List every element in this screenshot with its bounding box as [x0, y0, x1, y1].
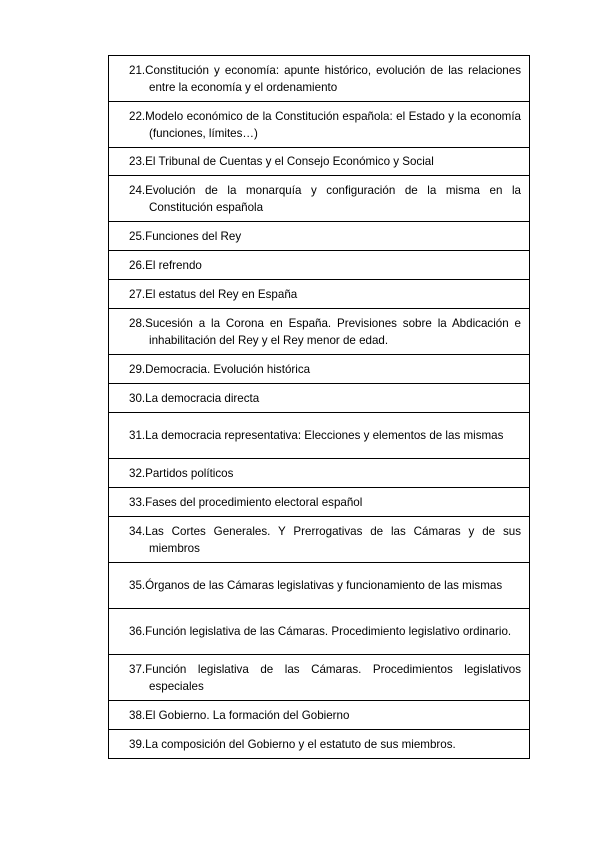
table-row	[109, 730, 530, 759]
table-row	[109, 309, 530, 355]
topic-cell	[109, 459, 530, 488]
topic-number: 32.	[129, 466, 146, 480]
topic-title: El refrendo	[145, 258, 202, 272]
topic-item	[129, 577, 521, 594]
topic-item	[129, 286, 521, 303]
topic-item	[129, 390, 521, 407]
topic-number: 24.	[129, 183, 146, 197]
table-row	[109, 701, 530, 730]
topic-cell	[109, 176, 530, 222]
topic-title: Funciones del Rey	[145, 229, 242, 243]
topics-table-body	[109, 56, 530, 759]
topic-number: 21.	[129, 63, 146, 77]
topic-cell	[109, 355, 530, 384]
topic-title: Fases del procedimiento electoral español	[145, 495, 363, 509]
topic-cell	[109, 609, 530, 655]
table-row	[109, 517, 530, 563]
topic-cell	[109, 309, 530, 355]
topic-item	[129, 62, 521, 96]
topic-cell	[109, 563, 530, 609]
topic-number: 31.	[129, 429, 146, 442]
table-row	[109, 413, 530, 459]
topic-cell	[109, 730, 530, 759]
table-row	[109, 102, 530, 148]
topic-item	[129, 523, 521, 557]
topic-item	[129, 108, 521, 142]
topic-number: 28.	[129, 316, 146, 330]
topic-cell	[109, 148, 530, 176]
topic-title: Modelo económico de la Constitución española: el Estado y la economía (funciones, límites…)	[145, 109, 521, 140]
topic-item	[129, 494, 521, 511]
topic-title: Órganos de las Cámaras legislativas y funcionamiento de las mismas	[145, 579, 503, 592]
topic-item	[129, 182, 521, 216]
topic-cell	[109, 56, 530, 102]
topic-title: Democracia. Evolución histórica	[145, 362, 311, 376]
topic-number: 39.	[129, 737, 146, 751]
topic-cell	[109, 701, 530, 730]
topic-item	[129, 427, 521, 444]
topic-title: El estatus del Rey en España	[145, 287, 298, 301]
topic-number: 35.	[129, 579, 146, 592]
topic-item	[129, 361, 521, 378]
topic-title: La composición del Gobierno y el estatuto de sus miembros.	[145, 737, 456, 751]
topic-item	[129, 465, 521, 482]
topic-cell	[109, 517, 530, 563]
topic-item	[129, 257, 521, 274]
topic-number: 33.	[129, 495, 146, 509]
topic-number: 25.	[129, 229, 146, 243]
topic-number: 29.	[129, 362, 146, 376]
topic-title: Evolución de la monarquía y configuración de la misma en la Constitución española	[145, 183, 521, 214]
topic-title: El Tribunal de Cuentas y el Consejo Económico y Social	[145, 155, 434, 168]
topic-number: 22.	[129, 109, 146, 123]
topics-table	[108, 55, 530, 759]
topic-cell	[109, 222, 530, 251]
table-row	[109, 563, 530, 609]
topic-item	[129, 228, 521, 245]
topic-title: La democracia directa	[145, 391, 260, 405]
topic-cell	[109, 488, 530, 517]
topic-item	[129, 153, 521, 170]
topic-number: 26.	[129, 258, 146, 272]
table-row	[109, 280, 530, 309]
topic-number: 23.	[129, 155, 146, 168]
topic-number: 38.	[129, 708, 146, 722]
topic-item	[129, 315, 521, 349]
table-row	[109, 251, 530, 280]
table-row	[109, 148, 530, 176]
topic-number: 37.	[129, 662, 146, 676]
topic-item	[129, 736, 521, 753]
topic-title: Partidos políticos	[145, 466, 234, 480]
topic-title: Constitución y economía: apunte histórico, evolución de las relaciones entre la economía y el ordenamiento	[145, 63, 521, 94]
topic-number: 27.	[129, 287, 146, 301]
document-page	[108, 55, 530, 759]
topic-item	[129, 707, 521, 724]
topic-number: 30.	[129, 391, 146, 405]
table-row	[109, 655, 530, 701]
topic-item	[129, 661, 521, 695]
table-row	[109, 56, 530, 102]
topic-item	[129, 623, 521, 640]
topic-number: 36.	[129, 625, 146, 638]
topic-cell	[109, 102, 530, 148]
table-row	[109, 222, 530, 251]
topic-cell	[109, 655, 530, 701]
topic-title: El Gobierno. La formación del Gobierno	[145, 708, 350, 722]
topic-cell	[109, 280, 530, 309]
topic-cell	[109, 413, 530, 459]
topic-cell	[109, 384, 530, 413]
table-row	[109, 609, 530, 655]
table-row	[109, 355, 530, 384]
topic-title: Función legislativa de las Cámaras. Procedimientos legislativos especiales	[145, 662, 521, 693]
topic-number: 34.	[129, 524, 146, 538]
topic-title: Función legislativa de las Cámaras. Procedimiento legislativo ordinario.	[145, 625, 512, 638]
topic-title: Las Cortes Generales. Y Prerrogativas de las Cámaras y de sus miembros	[145, 524, 521, 555]
table-row	[109, 176, 530, 222]
table-row	[109, 459, 530, 488]
table-row	[109, 488, 530, 517]
table-row	[109, 384, 530, 413]
topic-title: Sucesión a la Corona en España. Previsiones sobre la Abdicación e inhabilitación del Rey y el Rey menor de edad.	[145, 316, 521, 347]
topic-title: La democracia representativa: Elecciones y elementos de las mismas	[145, 429, 504, 442]
topic-cell	[109, 251, 530, 280]
